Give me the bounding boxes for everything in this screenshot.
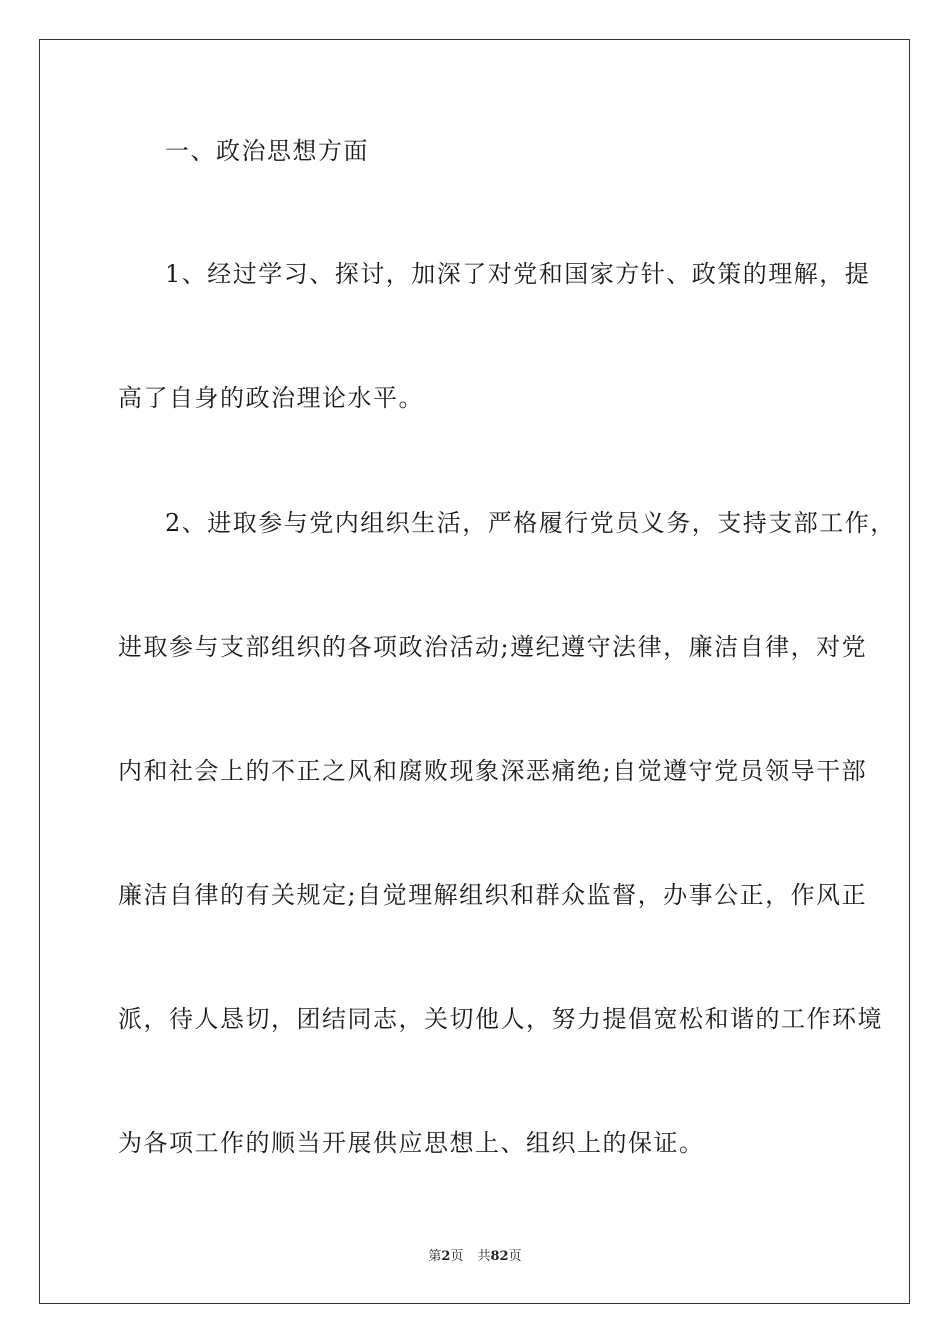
paragraph-1-line-1: 1、经过学习、探讨，加深了对党和国家方针、政策的理解，提	[165, 260, 871, 288]
paragraph-2-line-3: 内和社会上的不正之风和腐败现象深恶痛绝;自觉遵守党员领导干部	[118, 757, 868, 785]
paragraph-2-line-2: 进取参与支部组织的各项政治活动;遵纪遵守法律，廉洁自律，对党	[118, 633, 868, 661]
paragraph-2-line-6: 为各项工作的顺当开展供应思想上、组织上的保证。	[118, 1129, 705, 1157]
page-border	[39, 39, 910, 1304]
paragraph-2-line-4: 廉洁自律的有关规定;自觉理解组织和群众监督，办事公正，作风正	[118, 881, 868, 909]
page-suffix: 页	[450, 1249, 464, 1264]
total-suffix: 页	[508, 1249, 522, 1264]
paragraph-1-line-2: 高了自身的政治理论水平。	[118, 384, 424, 412]
paragraph-2-line-5: 派，待人恳切，团结同志，关切他人，努力提倡宽松和谐的工作环境	[118, 1005, 883, 1033]
section-heading: 一、政治思想方面	[165, 137, 369, 165]
page-prefix: 第	[428, 1249, 442, 1264]
paragraph-2-line-1: 2、进取参与党内组织生活，严格履行党员义务，支持支部工作，	[165, 509, 896, 537]
total-pages-number: 82	[490, 1249, 509, 1264]
current-page-number: 2	[441, 1249, 451, 1264]
page-footer	[0, 1248, 950, 1266]
total-prefix: 共	[477, 1249, 491, 1264]
